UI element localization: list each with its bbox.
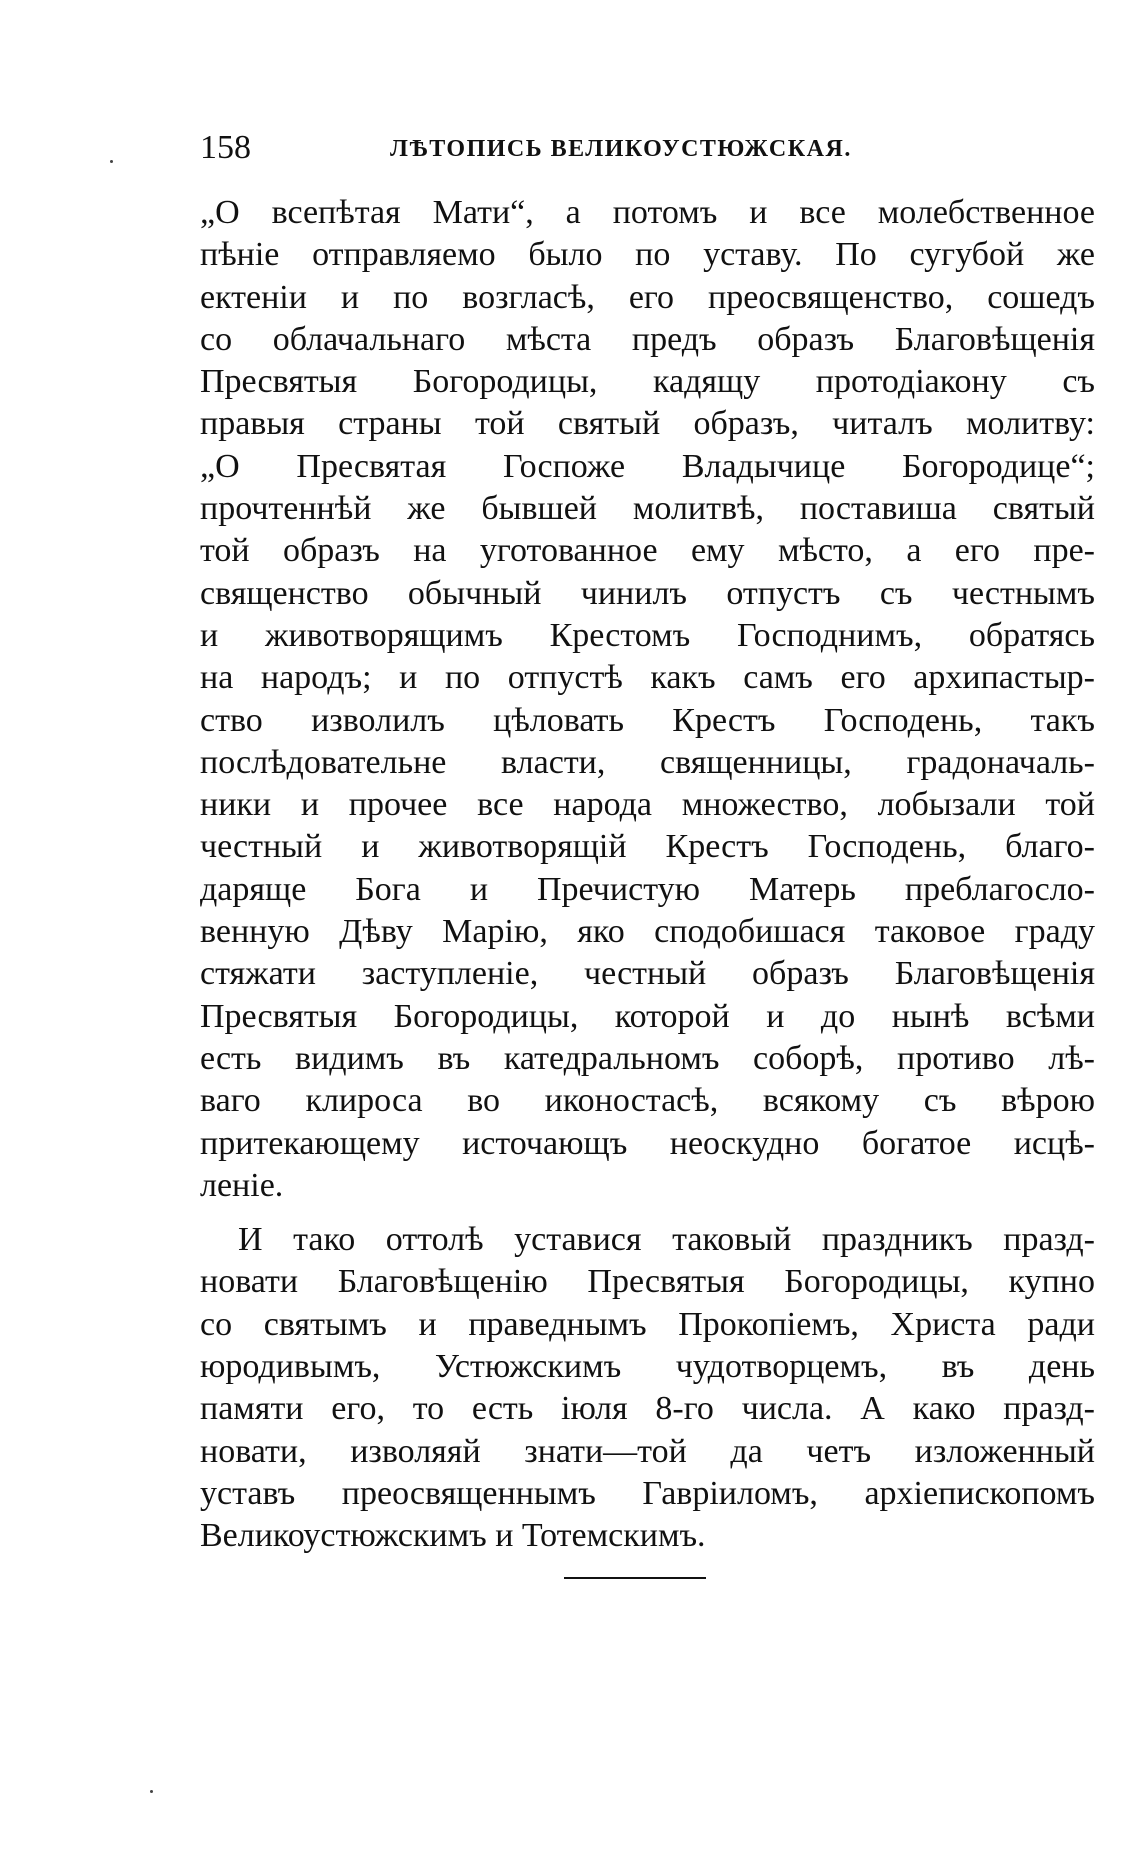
text-line: „О всепѣтая Мати“, а потомъ и все молебственное (200, 194, 1095, 231)
text-line: леніе. (200, 1166, 284, 1204)
text-line: юродивымъ, Устюжскимъ чудотворцемъ, въ день (200, 1348, 1095, 1386)
end-rule (564, 1577, 706, 1579)
text-line: со святымъ и праведнымъ Прокопіемъ, Христа ради (200, 1305, 1095, 1343)
running-title: ЛѢТОПИСЬ ВЕЛИКОУСТЮЖСКАЯ. (390, 136, 852, 162)
text-line: священство обычный чинилъ отпустъ съ честнымъ (200, 574, 1095, 612)
text-line: „О Пресвятая Госпоже Владычице Богородице“; (200, 447, 1095, 485)
text-line: Великоустюжскимъ и Тотемскимъ. (200, 1517, 706, 1555)
text-line: ваго клироса во иконостасѣ, всякому съ вѣрою (200, 1082, 1095, 1120)
paragraph-1 (200, 192, 1095, 1207)
text-line: уставъ преосвященнымъ Гавріиломъ, архіепископомъ (200, 1474, 1095, 1512)
text-line: на народъ; и по отпустѣ какъ самъ его архипастыр- (200, 659, 1095, 697)
text-line: притекающему источающъ неоскудно богатое исцѣ- (200, 1124, 1095, 1162)
text-line: и животворящимъ Крестомъ Господнимъ, обратясь (200, 616, 1095, 654)
page-number: 158 (200, 129, 251, 166)
body-text (200, 192, 1095, 1558)
text-line: Пресвятыя Богородицы, которой и до нынѣ всѣми (200, 997, 1095, 1035)
text-line: со облачальнаго мѣста предъ образъ Благовѣщенія (200, 320, 1095, 358)
text-line: ектеніи и по возгласѣ, его преосвященство, сошедъ (200, 278, 1095, 316)
paragraph-gap (200, 1207, 1095, 1219)
text-line: стяжати заступленіе, честный образъ Благовѣщенія (200, 955, 1095, 993)
paper-speck (150, 1790, 153, 1793)
text-line: есть видимъ въ катедральномъ соборѣ, противо лѣ- (200, 1039, 1095, 1077)
text-line: венную Дѣву Марію, яко сподобишася таковое граду (200, 913, 1095, 951)
text-line: правыя страны той святый образъ, читалъ молитву: (200, 405, 1095, 443)
text-line: ство изволилъ цѣловать Крестъ Господень, такъ (200, 701, 1095, 739)
text-line: новати Благовѣщенію Пресвятыя Богородицы, купно (200, 1263, 1095, 1301)
paper-speck (110, 160, 113, 163)
text-line: пѣніе отправляемо было по уставу. По сугубой же (200, 236, 1095, 274)
text-line: памяти его, то есть іюля 8-го числа. А како празд- (200, 1390, 1095, 1428)
text-line: прочтеннѣй же бывшей молитвѣ, поставиша святый (200, 490, 1095, 528)
text-line: честный и животворящій Крестъ Господень, благо- (200, 828, 1095, 866)
paragraph-2 (200, 1219, 1095, 1557)
text-line: Пресвятыя Богородицы, кадящу протодіакону съ (200, 363, 1095, 401)
text-line: ники и прочее все народа множество, лобызали той (200, 786, 1095, 824)
page-header (200, 128, 1100, 168)
text-line: послѣдовательне власти, священницы, градоначаль- (200, 743, 1095, 781)
text-line: новати, изволяяй знати—той да четъ изложенный (200, 1432, 1095, 1470)
text-line: И тако оттолѣ уставися таковый праздникъ празд- (238, 1221, 1095, 1259)
text-line: даряще Бога и Пречистую Матерь преблагосло- (200, 870, 1095, 908)
text-line: той образъ на уготованное ему мѣсто, а его пре- (200, 532, 1095, 570)
